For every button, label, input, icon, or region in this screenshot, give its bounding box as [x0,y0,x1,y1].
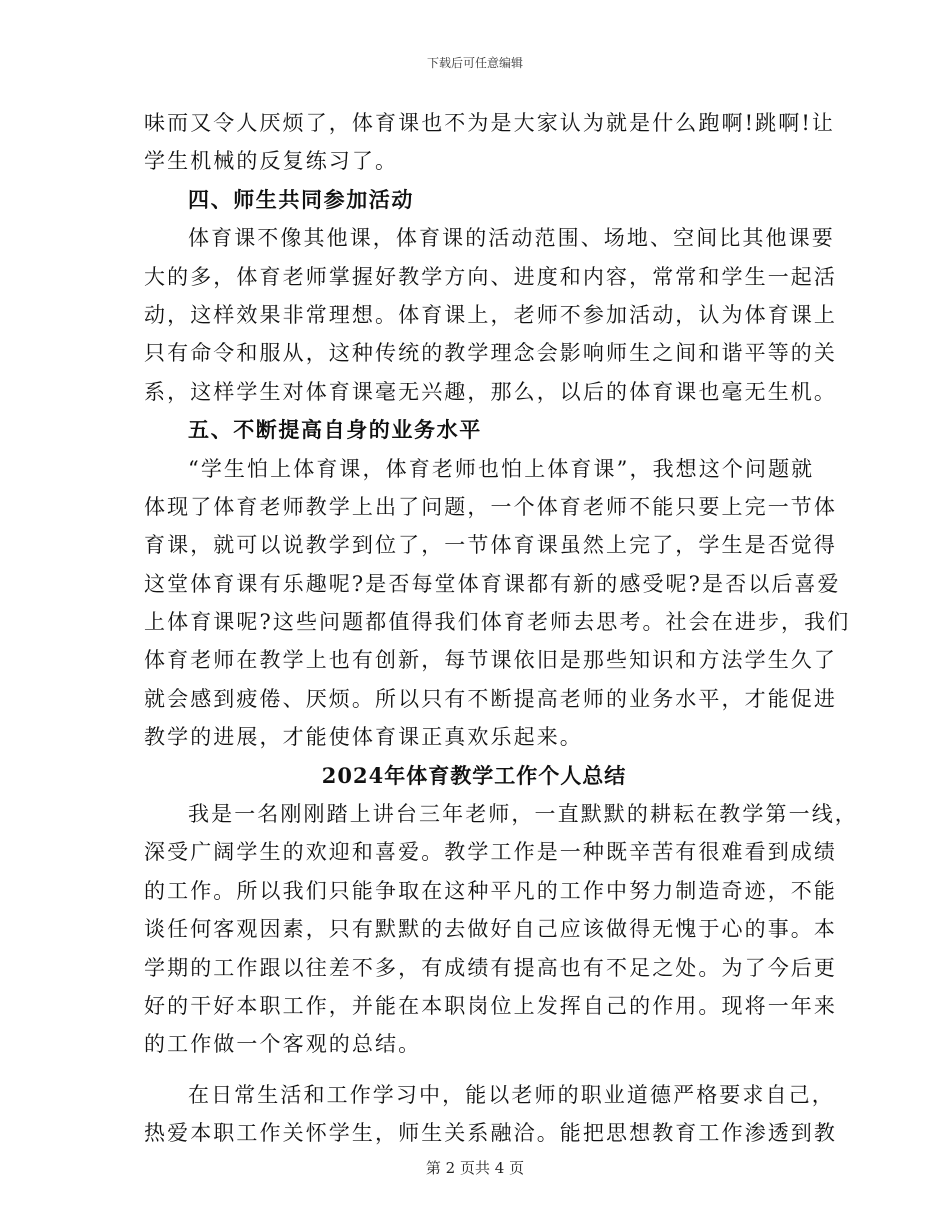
section-heading: 五、不断提高自身的业务水平 [188,417,482,443]
body-line: 我是一名刚刚踏上讲台三年老师，一直默默的耕耘在教学第一线， [188,802,858,827]
body-line: 就会感到疲倦、厌烦。所以只有不断提高老师的业务水平，才能促进 [144,686,837,711]
document-body [144,104,858,1153]
section-heading: 四、师生共同参加活动 [188,186,414,212]
body-line: 体现了体育老师教学上出了问题，一个体育老师不能只要上完一节体 [144,494,837,519]
body-line: 味而又令人厌烦了，体育课也不为是大家认为就是什么跑啊!跳啊!让 [144,111,835,135]
page-header: 下载后可任意编辑 [426,56,523,70]
body-line: 这堂体育课有乐趣呢?是否每堂体育课都有新的感受呢?是否以后喜爱 [144,571,841,596]
body-line: 只有命令和服从，这种传统的教学理念会影响师生之间和谐平等的关 [144,341,837,366]
body-line: 的工作做一个客观的总结。 [144,1032,422,1057]
body-line: 教学的进展，才能使体育课正真欢乐起来。 [144,725,583,750]
body-line: 体育老师在教学上也有创新，每节课依旧是那些知识和方法学生久了 [144,648,837,673]
body-line: 好的干好本职工作，并能在本职岗位上发挥自己的作用。现将一年来 [144,993,837,1018]
body-line: 学期的工作跟以往差不多，有成绩有提高也有不足之处。为了今后更 [144,955,837,980]
body-line: 上体育课呢?这些问题都值得我们体育老师去思考。社会在进步，我们 [144,610,851,635]
paragraph-gap [144,1064,804,1076]
body-line: 热爱本职工作关怀学生，师生关系融洽。能把思想教育工作渗透到教 [144,1121,837,1146]
body-line: 动，这样效果非常理想。体育课上，老师不参加活动，认为体育课上 [144,302,837,327]
body-line: 谈任何客观因素，只有默默的去做好自己应该做得无愧于心的事。本 [144,917,837,942]
document-title: 2024年体育教学工作个人总结 [321,762,627,788]
body-line: 在日常生活和工作学习中，能以老师的职业道德严格要求自己， [188,1082,835,1107]
body-line: 系，这样学生对体育课毫无兴趣，那么，以后的体育课也毫无生机。 [144,379,837,404]
body-line: 深受广阔学生的欢迎和喜爱。教学工作是一种既辛苦有很难看到成绩 [144,840,837,865]
page-footer: 第 2 页共 4 页 [425,1159,525,1177]
body-line: “学生怕上体育课，体育老师也怕上体育课”，我想这个问题就 [188,456,815,481]
body-line: 大的多，体育老师掌握好教学方向、进度和内容，常常和学生一起活 [144,264,837,289]
body-line: 体育课不像其他课，体育课的活动范围、场地、空间比其他课要 [188,226,835,251]
body-line: 学生机械的反复练习了。 [144,149,399,174]
body-line: 的工作。所以我们只能争取在这种平凡的工作中努力制造奇迹，不能 [144,878,837,903]
body-line: 育课，就可以说教学到位了，一节体育课虽然上完了，学生是否觉得 [144,533,837,558]
